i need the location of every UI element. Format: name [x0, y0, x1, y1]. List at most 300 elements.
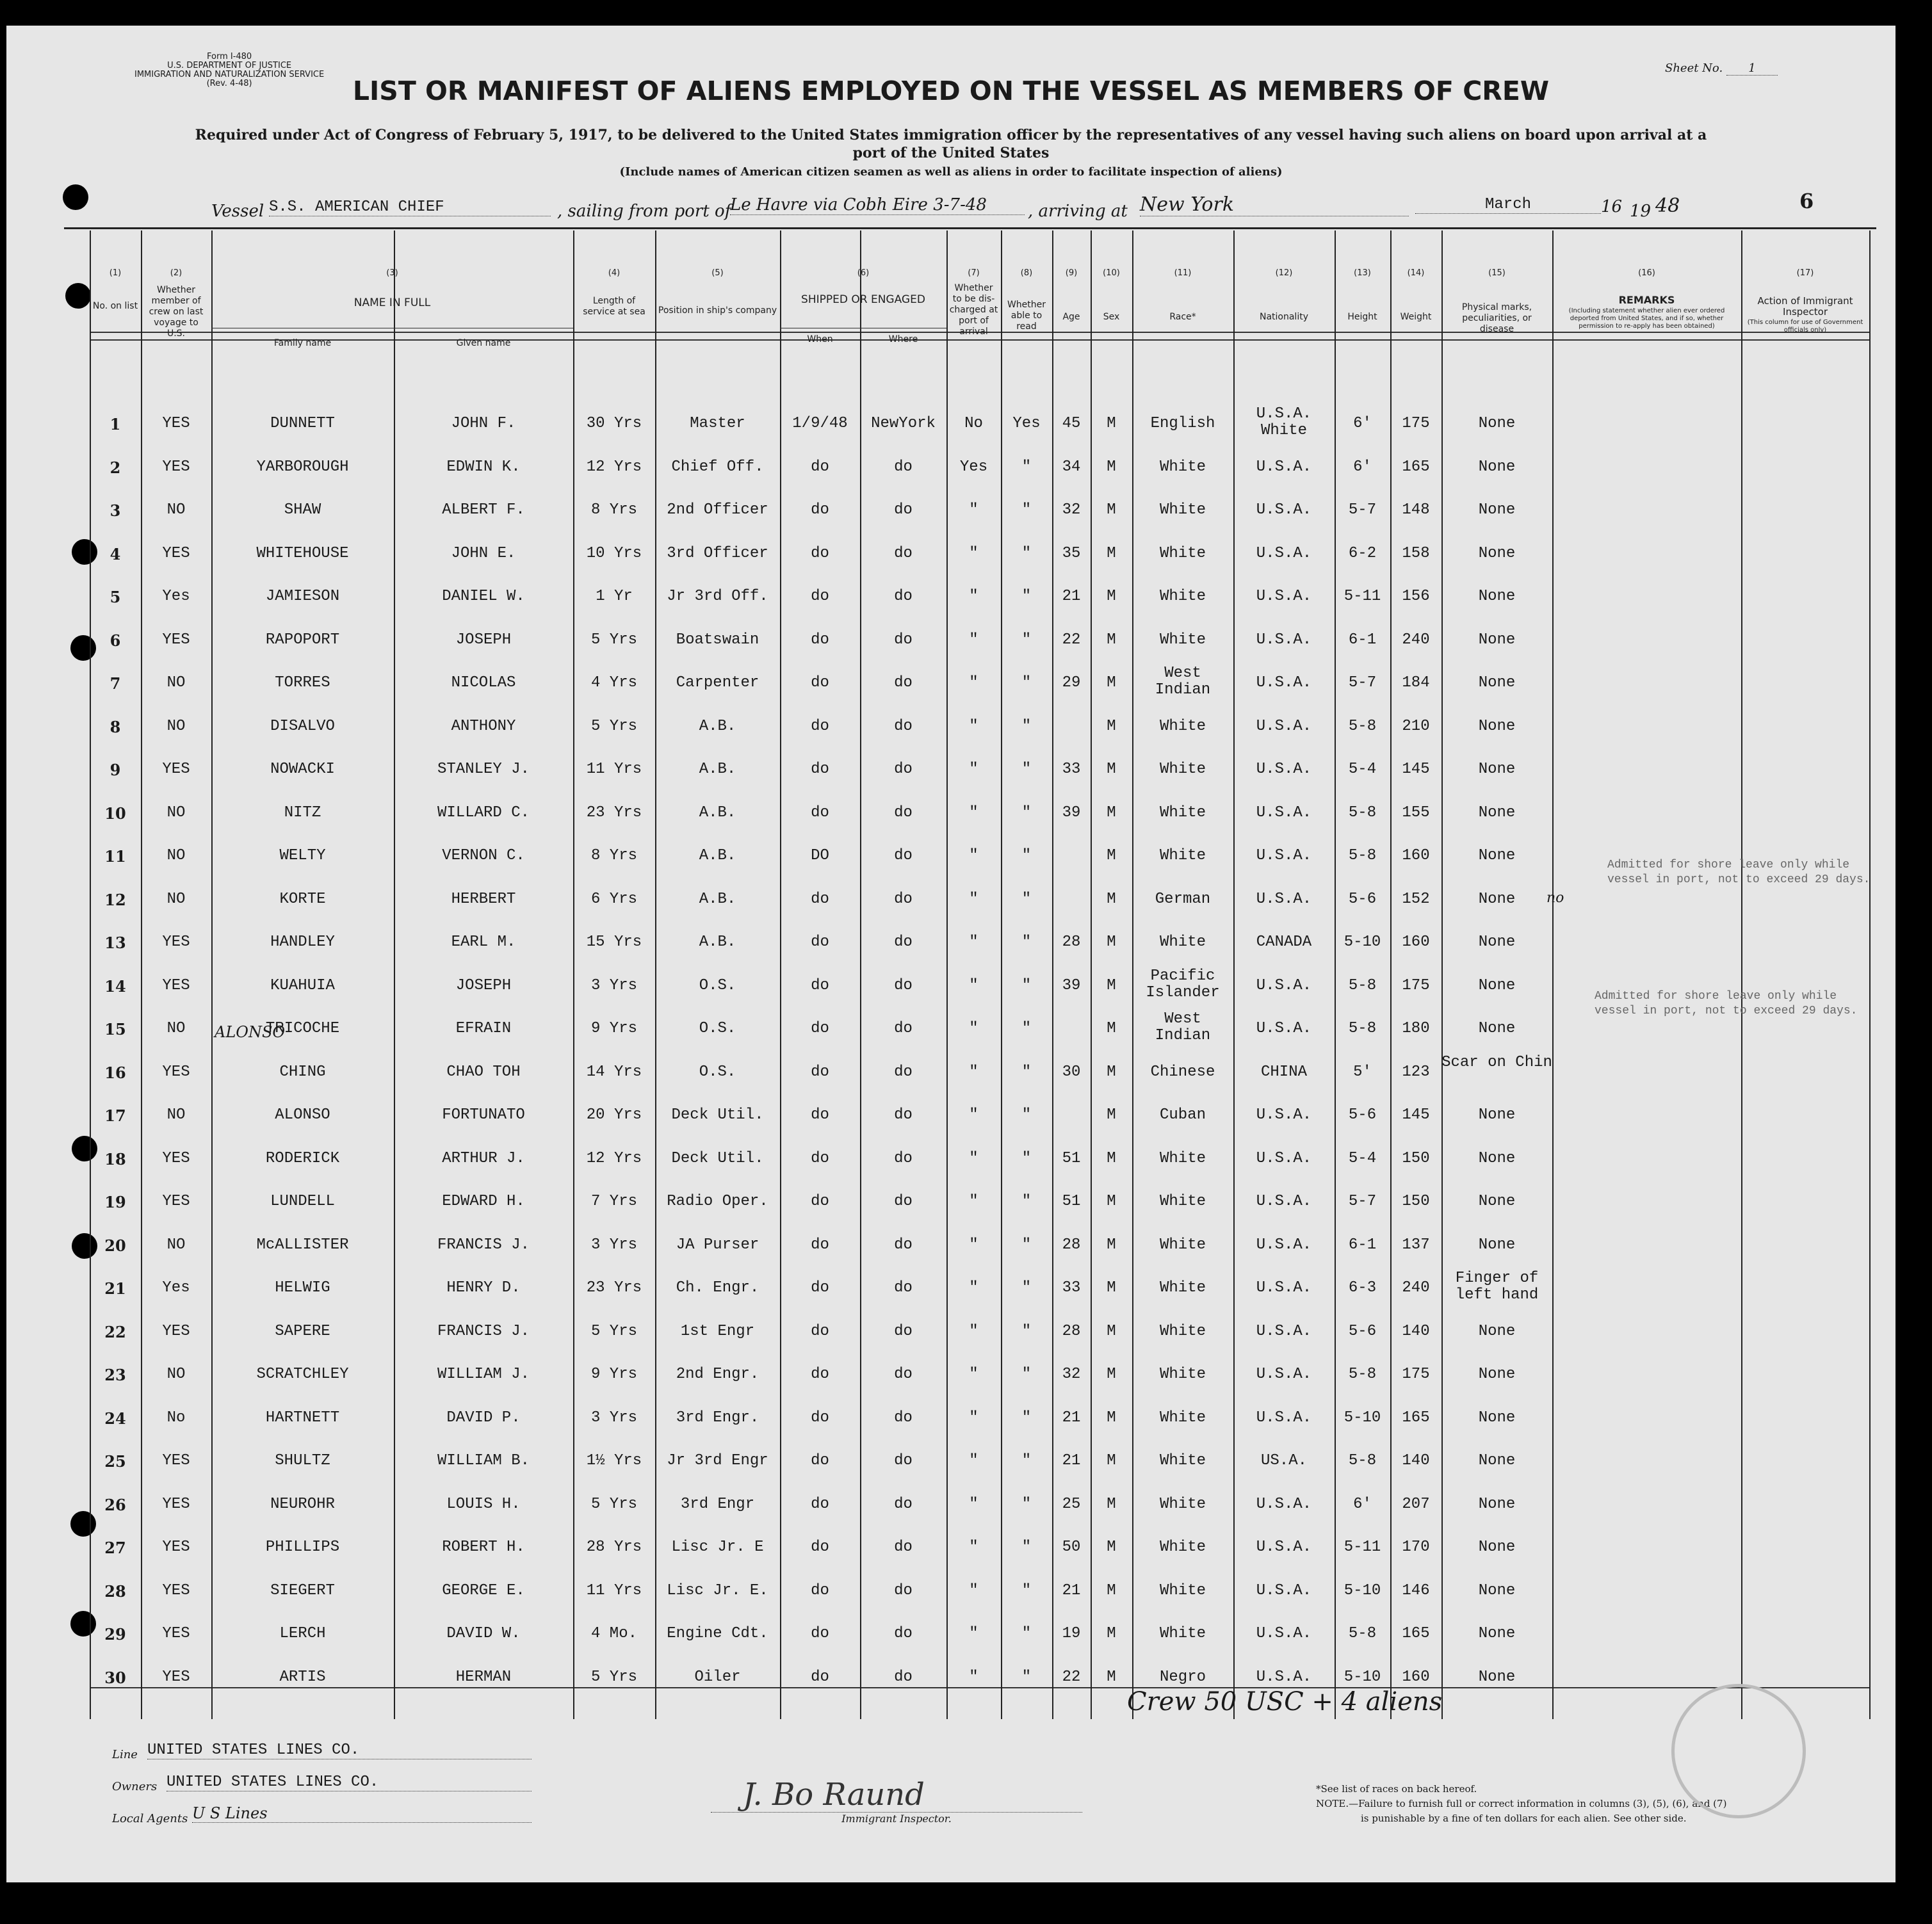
- cell-n: 9: [110, 761, 121, 779]
- cell-when: do: [811, 976, 829, 994]
- cell-ht: 6': [1353, 1495, 1372, 1513]
- cell-giv: HERBERT: [451, 890, 516, 908]
- cell-where: do: [894, 761, 913, 778]
- cell-when: do: [811, 1236, 829, 1254]
- cell-pos: Jr 3rd Engr: [667, 1452, 768, 1469]
- cell-read: ": [1021, 1149, 1032, 1167]
- cell-giv: ALBERT F.: [442, 501, 525, 519]
- cell-phys: None: [1478, 1322, 1516, 1340]
- column-number: (17): [1796, 268, 1814, 278]
- cell-read: ": [1021, 1409, 1032, 1427]
- cell-sex: M: [1107, 976, 1116, 994]
- cell-nat: U.S.A.: [1256, 588, 1312, 605]
- cell-when: do: [811, 1409, 829, 1427]
- cell-m: NO: [166, 501, 186, 519]
- cell-when: do: [811, 1539, 829, 1556]
- punch-hole: [70, 1511, 96, 1537]
- cell-read: ": [1021, 934, 1032, 951]
- cell-nat: U.S.A.: [1256, 1020, 1312, 1037]
- column-number: (3): [386, 268, 398, 278]
- cell-phys: None: [1478, 1539, 1516, 1556]
- cell-where: do: [894, 804, 913, 821]
- cell-read: ": [1021, 458, 1032, 476]
- cell-m: YES: [162, 761, 190, 778]
- cell-fam: DUNNETT: [270, 415, 335, 432]
- cell-race: White: [1159, 761, 1206, 778]
- note-races: *See list of races on back hereof.: [1316, 1783, 1477, 1795]
- cell-where: do: [894, 588, 913, 605]
- cell-where: do: [894, 1366, 913, 1383]
- cell-fam: SHAW: [284, 501, 321, 519]
- cell-giv: FORTUNATO: [442, 1106, 525, 1124]
- cell-n: 10: [104, 804, 126, 823]
- cell-len: 30 Yrs: [586, 415, 642, 432]
- cell-pos: 2nd Engr.: [676, 1366, 759, 1383]
- cell-age: 45: [1062, 415, 1081, 432]
- cell-giv: EDWARD H.: [442, 1193, 525, 1210]
- sheet-no: [1665, 61, 1778, 76]
- cell-n: 14: [104, 976, 126, 996]
- cell-dis: ": [969, 1409, 978, 1427]
- cell-phys: None: [1478, 804, 1516, 821]
- cell-dis: ": [969, 501, 978, 519]
- subtitle-3: (Include names of American citizen seamen as well as aliens in order to facilitate inspection of aliens): [619, 165, 1283, 179]
- cell-m: NO: [166, 804, 186, 821]
- cell-race: White: [1159, 1366, 1206, 1383]
- cell-age: 19: [1062, 1625, 1081, 1642]
- cell-n: 29: [104, 1625, 126, 1644]
- cell-wt: 156: [1402, 588, 1430, 605]
- cell-len: 20 Yrs: [586, 1106, 642, 1124]
- cell-giv: CHAO TOH: [446, 1063, 521, 1081]
- arriving-at: New York: [1140, 193, 1409, 216]
- cell-pos: Jr 3rd Off.: [667, 588, 768, 605]
- cell-n: 28: [104, 1581, 126, 1601]
- cell-m: Yes: [162, 588, 190, 605]
- cell-age: 35: [1062, 544, 1081, 562]
- cell-sex: M: [1107, 415, 1116, 432]
- header-name-in-full: NAME IN FULL: [353, 296, 431, 309]
- cell-pos: Deck Util.: [671, 1106, 764, 1124]
- cell-wt: 170: [1402, 1539, 1430, 1556]
- cell-fam: KUAHUIA: [270, 976, 335, 994]
- cell-age: 21: [1062, 1581, 1081, 1599]
- cell-age: 50: [1062, 1539, 1081, 1556]
- cell-age: 34: [1062, 458, 1081, 476]
- cell-phys: None: [1478, 588, 1516, 605]
- cell-fam: LUNDELL: [270, 1193, 335, 1210]
- header-age: Age: [1062, 312, 1080, 322]
- cell-ht: 6-1: [1348, 631, 1377, 649]
- cell-dis: ": [969, 1668, 978, 1686]
- line-value: UNITED STATES LINES CO.: [147, 1742, 532, 1759]
- cell-len: 3 Yrs: [590, 976, 637, 994]
- cell-n: 7: [110, 674, 121, 693]
- column-number: (15): [1488, 268, 1506, 278]
- column-rule: [1869, 230, 1871, 1719]
- cell-n: 2: [110, 458, 121, 477]
- cell-race: White: [1159, 1539, 1206, 1556]
- cell-read: ": [1021, 761, 1032, 778]
- cell-m: Yes: [162, 1279, 190, 1297]
- cell-age: 21: [1062, 1409, 1081, 1427]
- agents-label: Local Agents: [112, 1812, 188, 1825]
- cell-n: 23: [104, 1366, 126, 1384]
- cell-wt: 165: [1402, 1409, 1430, 1427]
- cell-pos: 2nd Officer: [667, 501, 768, 519]
- cell-giv: STANLEY J.: [437, 761, 530, 778]
- year-prefix: 19: [1630, 202, 1652, 221]
- cell-ht: 5-6: [1348, 1322, 1377, 1340]
- cell-len: 5 Yrs: [590, 1668, 637, 1686]
- cell-dis: ": [969, 1149, 978, 1167]
- revision: (Rev. 4-48): [206, 79, 252, 88]
- cell-phys: None: [1478, 1495, 1516, 1513]
- cell-age: 39: [1062, 976, 1081, 994]
- cell-phys: None: [1478, 717, 1516, 735]
- cell-m: YES: [162, 1668, 190, 1686]
- cell-len: 3 Yrs: [590, 1409, 637, 1427]
- column-number: (9): [1065, 268, 1078, 278]
- cell-sex: M: [1107, 1020, 1116, 1037]
- cell-n: 6: [110, 631, 121, 650]
- cell-wt: 175: [1402, 415, 1430, 432]
- cell-age: 32: [1062, 501, 1081, 519]
- cell-where: do: [894, 1409, 913, 1427]
- cell-when: do: [811, 761, 829, 778]
- cell-nat: U.S.A.: [1256, 1366, 1312, 1383]
- cell-wt: 165: [1402, 458, 1430, 476]
- cell-len: 10 Yrs: [586, 544, 642, 562]
- cell-when: do: [811, 1279, 829, 1297]
- cell-len: 11 Yrs: [586, 761, 642, 778]
- header-weight: Weight: [1400, 312, 1432, 322]
- cell-pos: A.B.: [699, 761, 736, 778]
- cell-m: YES: [162, 1625, 190, 1642]
- cell-nat: U.S.A.: [1256, 1581, 1312, 1599]
- note-1: NOTE.—Failure to furnish full or correct information in columns (3), (5), (6), and (7): [1316, 1798, 1727, 1809]
- cell-fam: ALONSO: [275, 1106, 330, 1124]
- cell-sex: M: [1107, 761, 1116, 778]
- cell-read: ": [1021, 1668, 1032, 1686]
- cell-sex: M: [1107, 501, 1116, 519]
- cell-giv: EFRAIN: [455, 1020, 512, 1037]
- agents-value: U S Lines: [192, 1804, 532, 1823]
- cell-phys: None: [1478, 1020, 1516, 1037]
- cell-len: 5 Yrs: [590, 631, 637, 649]
- cell-sex: M: [1107, 1193, 1116, 1210]
- cell-fam: NEUROHR: [270, 1495, 335, 1513]
- cell-pos: Lisc Jr. E.: [667, 1581, 768, 1599]
- cell-when: do: [811, 1668, 829, 1686]
- cell-where: do: [894, 1106, 913, 1124]
- header-member-last-voyage: Whether member of crew on last voyage to U.S.: [149, 285, 204, 339]
- cell-len: 23 Yrs: [586, 804, 642, 821]
- cell-fam: KORTE: [279, 890, 326, 908]
- cell-wt: 155: [1402, 804, 1430, 821]
- cell-when: do: [811, 631, 829, 649]
- cell-ht: 5-8: [1348, 1366, 1377, 1383]
- cell-ht: 5-8: [1348, 717, 1377, 735]
- cell-pos: A.B.: [699, 804, 736, 821]
- cell-nat: U.S.A.: [1256, 847, 1312, 864]
- cell-race: White: [1159, 631, 1206, 649]
- cell-wt: 207: [1402, 1495, 1430, 1513]
- cell-age: 28: [1062, 934, 1081, 951]
- cell-len: 14 Yrs: [586, 1063, 642, 1081]
- cell-m: YES: [162, 631, 190, 649]
- sailing-label: , sailing from port of: [557, 202, 731, 221]
- cell-age: 39: [1062, 804, 1081, 821]
- cell-wt: 165: [1402, 1625, 1430, 1642]
- cell-giv: WILLARD C.: [437, 804, 530, 821]
- cell-race: German: [1155, 890, 1211, 908]
- cell-dis: ": [969, 717, 978, 735]
- cell-giv: HERMAN: [455, 1668, 512, 1686]
- cell-pos: 3rd Engr.: [676, 1409, 759, 1427]
- table-top-rule: [64, 227, 1876, 229]
- cell-nat: US.A.: [1260, 1452, 1307, 1469]
- cell-nat: U.S.A.: [1256, 1668, 1312, 1686]
- cell-nat: U.S.A.: [1256, 1193, 1312, 1210]
- cell-dis: ": [969, 1020, 978, 1037]
- cell-race: White: [1159, 1409, 1206, 1427]
- cell-race: White: [1159, 804, 1206, 821]
- cell-dis: ": [969, 674, 978, 691]
- cell-race: White: [1159, 934, 1206, 951]
- cell-dis: ": [969, 544, 978, 562]
- cell-race: White: [1159, 1452, 1206, 1469]
- header-given-name: Given name: [456, 338, 511, 348]
- cell-fam: WELTY: [279, 847, 326, 864]
- cell-m: YES: [162, 1193, 190, 1210]
- cell-when: do: [811, 501, 829, 519]
- cell-dis: No: [964, 415, 983, 432]
- cell-nat: CANADA: [1256, 934, 1312, 951]
- cell-wt: 210: [1402, 717, 1430, 735]
- cell-wt: 140: [1402, 1452, 1430, 1469]
- cell-sex: M: [1107, 1366, 1116, 1383]
- cell-race: White: [1159, 847, 1206, 864]
- cell-m: NO: [166, 717, 186, 735]
- vessel-name: S.S. AMERICAN CHIEF: [269, 198, 551, 216]
- cell-giv: LOUIS H.: [446, 1495, 521, 1513]
- cell-when: do: [811, 1020, 829, 1037]
- cell-phys: None: [1478, 1581, 1516, 1599]
- cell-ht: 6-2: [1348, 544, 1377, 562]
- cell-race: Chinese: [1150, 1063, 1215, 1081]
- cell-n: 25: [104, 1452, 126, 1471]
- arrival-day: 16: [1601, 197, 1623, 216]
- cell-giv: FRANCIS J.: [437, 1322, 530, 1340]
- cell-n: 13: [104, 934, 126, 952]
- column-number: (4): [608, 268, 621, 278]
- alonso-correction: ALONSO: [215, 1023, 286, 1041]
- cell-n: 12: [104, 890, 126, 909]
- cell-read: ": [1021, 631, 1032, 649]
- cell-sex: M: [1107, 1625, 1116, 1642]
- cell-read: ": [1021, 717, 1032, 735]
- cell-when: 1/9/48: [792, 415, 848, 432]
- column-number: (10): [1103, 268, 1120, 278]
- cell-race: White: [1159, 1495, 1206, 1513]
- cell-race: White: [1159, 1625, 1206, 1642]
- cell-pos: Boatswain: [676, 631, 759, 649]
- cell-pos: O.S.: [699, 1020, 736, 1037]
- cell-phys: None: [1478, 1236, 1516, 1254]
- cell-read: ": [1021, 501, 1032, 519]
- cell-m: NO: [166, 1236, 186, 1254]
- cell-where: do: [894, 1495, 913, 1513]
- cell-giv: EDWIN K.: [446, 458, 521, 476]
- header-where: Where: [888, 334, 918, 344]
- cell-m: YES: [162, 544, 190, 562]
- cell-giv: ROBERT H.: [442, 1539, 525, 1556]
- cell-ht: 5-4: [1348, 761, 1377, 778]
- cell-phys: None: [1478, 847, 1516, 864]
- remark-13-mark: no: [1546, 890, 1564, 906]
- cell-when: do: [811, 1106, 829, 1124]
- cell-when: do: [811, 934, 829, 951]
- cell-where: do: [894, 674, 913, 691]
- cell-race: Negro: [1159, 1668, 1206, 1686]
- cell-n: 17: [104, 1106, 126, 1125]
- cell-len: 8 Yrs: [590, 501, 637, 519]
- cell-m: No: [166, 1409, 186, 1427]
- cell-wt: 180: [1402, 1020, 1430, 1037]
- cell-dis: ": [969, 1106, 978, 1124]
- cell-sex: M: [1107, 1106, 1116, 1124]
- cell-dis: ": [969, 847, 978, 864]
- cell-nat: CHINA: [1260, 1063, 1307, 1081]
- cell-len: 1 Yr: [596, 588, 633, 605]
- punch-hole: [63, 184, 88, 210]
- cell-pos: A.B.: [699, 934, 736, 951]
- cell-dis: ": [969, 1539, 978, 1556]
- cell-when: do: [811, 1581, 829, 1599]
- cell-sex: M: [1107, 1539, 1116, 1556]
- year-suffix: 48: [1655, 195, 1680, 217]
- cell-giv: JOHN F.: [451, 415, 516, 432]
- cell-pos: A.B.: [699, 847, 736, 864]
- cell-len: 4 Yrs: [590, 674, 637, 691]
- cell-nat: U.S.A.: [1256, 1149, 1312, 1167]
- cell-fam: RAPOPORT: [265, 631, 340, 649]
- cell-giv: VERNON C.: [442, 847, 525, 864]
- cell-sex: M: [1107, 717, 1116, 735]
- cell-read: ": [1021, 544, 1032, 562]
- cell-n: 16: [104, 1063, 126, 1082]
- cell-race: White: [1159, 1581, 1206, 1599]
- cell-dis: ": [969, 631, 978, 649]
- cell-len: 4 Mo.: [590, 1625, 637, 1642]
- sheet-label: Sheet No.: [1665, 61, 1723, 75]
- cell-fam: RODERICK: [265, 1149, 340, 1167]
- cell-phys: None: [1478, 1625, 1516, 1642]
- cell-sex: M: [1107, 1236, 1116, 1254]
- cell-wt: 123: [1402, 1063, 1430, 1081]
- cell-len: 5 Yrs: [590, 717, 637, 735]
- cell-when: do: [811, 1625, 829, 1642]
- cell-when: do: [811, 544, 829, 562]
- cell-ht: 5-7: [1348, 1193, 1377, 1210]
- cell-len: 9 Yrs: [590, 1366, 637, 1383]
- cell-age: 29: [1062, 674, 1081, 691]
- cell-pos: 1st Engr: [680, 1322, 755, 1340]
- cell-ht: 6-1: [1348, 1236, 1377, 1254]
- cell-phys: None: [1478, 1106, 1516, 1124]
- cell-where: do: [894, 890, 913, 908]
- cell-age: 51: [1062, 1149, 1081, 1167]
- inspector-signature: J. Bo Raund: [743, 1777, 925, 1813]
- cell-age: 51: [1062, 1193, 1081, 1210]
- cell-read: ": [1021, 1625, 1032, 1642]
- cell-fam: LERCH: [279, 1625, 326, 1642]
- cell-when: do: [811, 458, 829, 476]
- cell-wt: 175: [1402, 1366, 1430, 1383]
- cell-m: YES: [162, 1539, 190, 1556]
- cell-race: White: [1159, 1322, 1206, 1340]
- cell-fam: NOWACKI: [270, 761, 335, 778]
- cell-age: 25: [1062, 1495, 1081, 1513]
- cell-nat: U.S.A.: [1256, 1539, 1312, 1556]
- cell-m: YES: [162, 1495, 190, 1513]
- cell-giv: EARL M.: [451, 934, 516, 951]
- cell-giv: GEORGE E.: [442, 1581, 525, 1599]
- cell-when: do: [811, 890, 829, 908]
- column-number: (1): [109, 268, 122, 278]
- cell-phys: None: [1478, 415, 1516, 432]
- cell-read: ": [1021, 1279, 1032, 1297]
- header-nationality: Nationality: [1259, 312, 1308, 322]
- cell-pos: Engine Cdt.: [667, 1625, 768, 1642]
- cell-len: 28 Yrs: [586, 1539, 642, 1556]
- cell-read: ": [1021, 1236, 1032, 1254]
- cell-pos: Radio Oper.: [667, 1193, 768, 1210]
- cell-sex: M: [1107, 847, 1116, 864]
- header-family-name: Family name: [273, 338, 332, 348]
- cell-fam: JAMIESON: [265, 588, 340, 605]
- cell-pos: 3rd Officer: [667, 544, 768, 562]
- cell-pos: Deck Util.: [671, 1149, 764, 1167]
- cell-where: do: [894, 1452, 913, 1469]
- cell-pos: Carpenter: [676, 674, 759, 691]
- cell-wt: 148: [1402, 501, 1430, 519]
- cell-nat: U.S.A.: [1256, 1625, 1312, 1642]
- header-race: Race*: [1169, 312, 1196, 322]
- cell-fam: HANDLEY: [270, 934, 335, 951]
- owners-value: UNITED STATES LINES CO.: [166, 1774, 532, 1791]
- subtitle-1: Required under Act of Congress of February 5, 1917, to be delivered to the United States immigration officer by the representatives of any vessel having such aliens on board upon arrival at a: [195, 127, 1707, 143]
- cell-where: do: [894, 1539, 913, 1556]
- cell-n: 8: [110, 717, 121, 736]
- header-action-note: (This column for use of Government officials only): [1747, 319, 1863, 334]
- cell-where: do: [894, 1020, 913, 1037]
- cell-dis: ": [969, 1193, 978, 1210]
- cell-n: 20: [104, 1236, 126, 1255]
- cell-age: 28: [1062, 1236, 1081, 1254]
- cell-phys: None: [1478, 934, 1516, 951]
- column-number: (8): [1020, 268, 1033, 278]
- cell-read: ": [1021, 1539, 1032, 1556]
- cell-giv: NICOLAS: [451, 674, 516, 691]
- column-number: (6): [857, 268, 870, 278]
- cell-sex: M: [1107, 890, 1116, 908]
- cell-sex: M: [1107, 1581, 1116, 1599]
- cell-read: ": [1021, 804, 1032, 821]
- cell-dis: ": [969, 1581, 978, 1599]
- cell-race: White: [1159, 1149, 1206, 1167]
